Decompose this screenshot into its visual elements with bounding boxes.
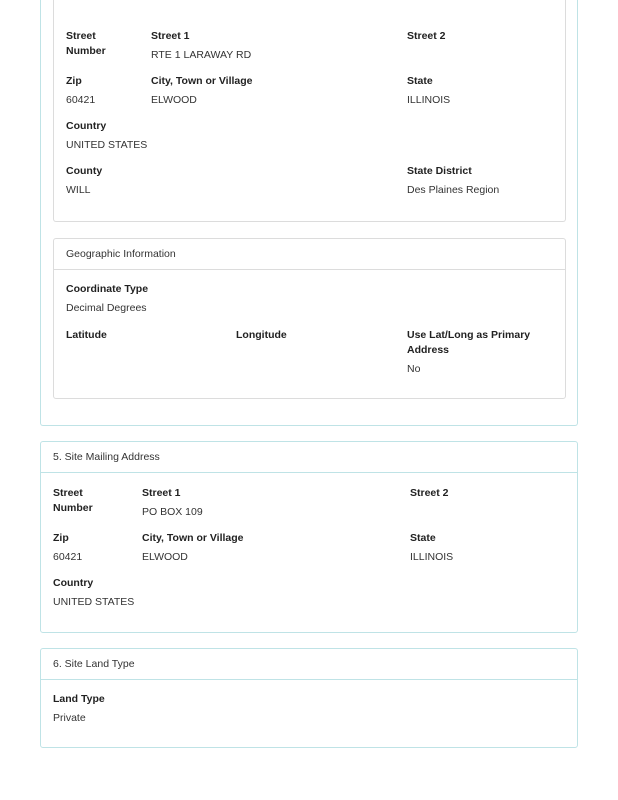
coordinate-type-label: Coordinate Type [66,283,149,295]
latitude-field [66,328,216,343]
location-address-subpanel [53,0,566,222]
mailing-zip-field [53,531,133,565]
zip-label: Zip [66,75,82,87]
use-latlong-field [407,328,557,377]
city-field [151,74,381,108]
latitude-label: Latitude [66,329,107,341]
site-mailing-address-panel [40,441,578,633]
country-field [66,119,266,153]
mailing-street-number-label: Street Number [53,487,93,514]
mailing-city-value: ELWOOD [142,551,188,563]
mailing-street-number-field [53,486,123,516]
country-label: Country [66,120,107,132]
county-value: WILL [66,184,91,196]
site-mailing-address-title: 5. Site Mailing Address [41,442,577,473]
land-type-field [53,692,253,726]
state-district-value: Des Plaines Region [407,184,500,196]
street1-field [151,29,381,63]
state-district-label: State District [407,165,472,177]
site-location-panel [40,0,578,426]
county-field [66,164,266,198]
land-type-value: Private [53,712,86,724]
site-land-type-panel [40,648,578,748]
mailing-country-value: UNITED STATES [53,596,135,608]
street2-label: Street 2 [407,30,446,42]
street2-field [407,29,557,44]
mailing-city-label: City, Town or Village [142,532,244,544]
street-number-field [66,29,136,59]
longitude-label: Longitude [236,329,287,341]
city-label: City, Town or Village [151,75,253,87]
zip-value: 60421 [66,94,96,106]
state-district-field [407,164,557,198]
coordinate-type-value: Decimal Degrees [66,302,147,314]
mailing-street1-value: PO BOX 109 [142,506,203,518]
zip-field [66,74,146,108]
mailing-state-value: ILLINOIS [410,551,454,563]
mailing-zip-label: Zip [53,532,69,544]
mailing-street1-label: Street 1 [142,487,181,499]
longitude-field [236,328,386,343]
country-value: UNITED STATES [66,139,148,151]
geographic-info-subpanel [53,238,566,399]
state-value: ILLINOIS [407,94,451,106]
land-type-label: Land Type [53,693,105,705]
mailing-zip-value: 60421 [53,551,83,563]
mailing-city-field [142,531,372,565]
mailing-country-label: Country [53,577,94,589]
coordinate-type-field [66,282,266,316]
street1-label: Street 1 [151,30,190,42]
use-latlong-value: No [407,363,421,375]
site-land-type-title: 6. Site Land Type [41,649,577,680]
mailing-street1-field [142,486,372,520]
street1-value: RTE 1 LARAWAY RD [151,49,252,61]
city-value: ELWOOD [151,94,197,106]
mailing-state-field [410,531,560,565]
mailing-country-field [53,576,253,610]
county-label: County [66,165,103,177]
use-latlong-label: Use Lat/Long as Primary Address [407,329,531,356]
street-number-label: Street Number [66,30,106,57]
geographic-info-title: Geographic Information [54,239,565,270]
state-field [407,74,557,108]
mailing-street2-label: Street 2 [410,487,449,499]
state-label: State [407,75,433,87]
mailing-state-label: State [410,532,436,544]
mailing-street2-field [410,486,560,501]
